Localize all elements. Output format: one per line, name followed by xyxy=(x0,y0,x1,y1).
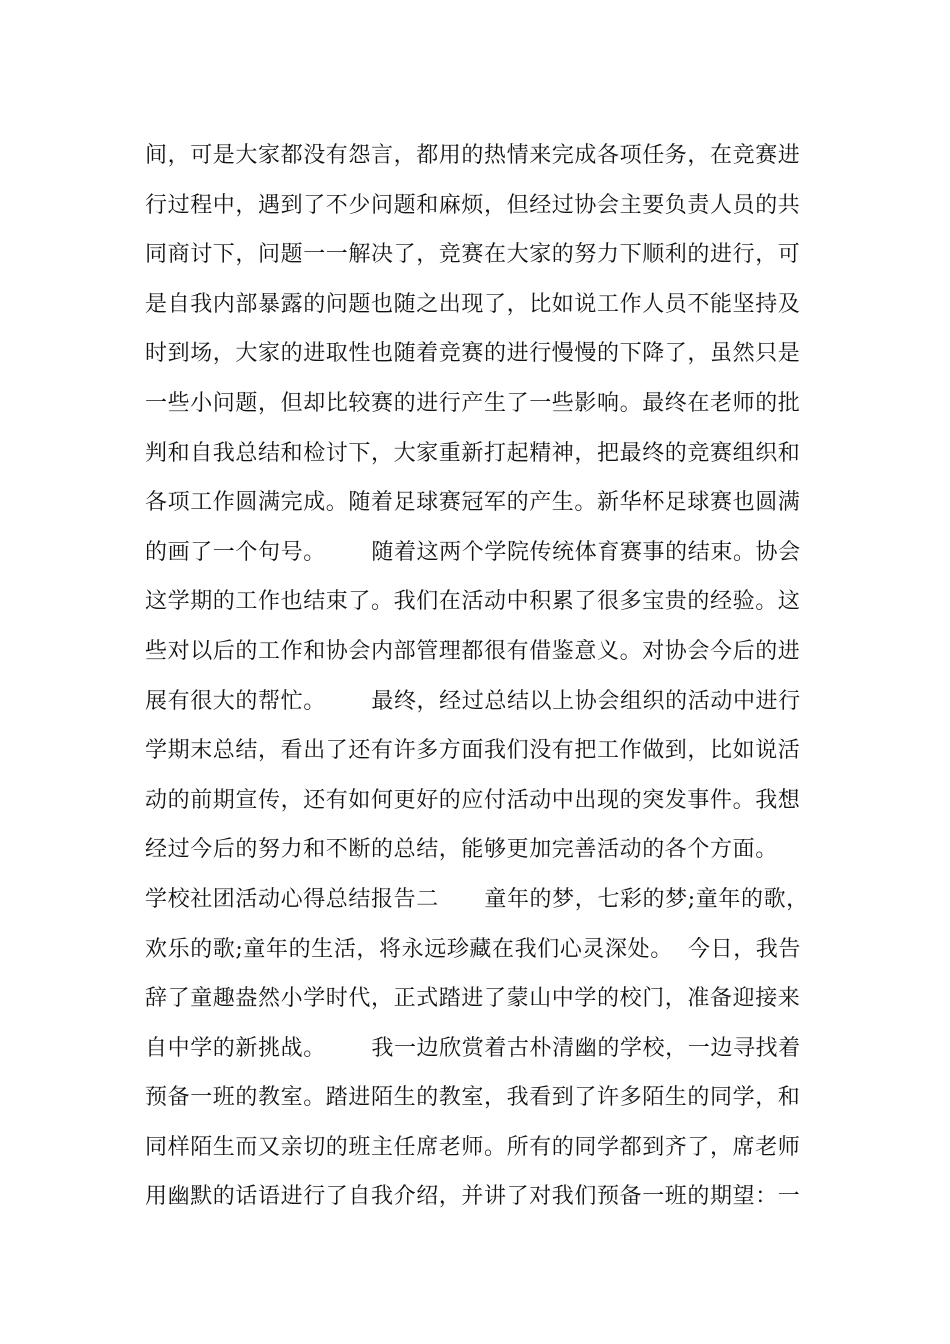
text-line: 是自我内部暴露的问题也随之出现了，比如说工作人员不能坚持及 xyxy=(145,291,801,317)
text-line: 同样陌生而又亲切的班主任席老师。所有的同学都到齐了，席老师 xyxy=(145,1134,801,1160)
body-text xyxy=(145,131,825,1222)
text-line: 学期末总结，看出了还有许多方面我们没有把工作做到，比如说活 xyxy=(145,738,801,764)
text-line: 各项工作圆满完成。随着足球赛冠军的产生。新华杯足球赛也圆满 xyxy=(145,490,801,516)
text-line: 行过程中，遇到了不少问题和麻烦，但经过协会主要负责人员的共 xyxy=(145,192,801,218)
text-line: 自中学的新挑战。 我一边欣赏着古朴清幽的学校，一边寻找着 xyxy=(145,1035,801,1061)
text-line: 判和自我总结和检讨下，大家重新打起精神，把最终的竞赛组织和 xyxy=(145,440,801,466)
text-line: 时到场，大家的进取性也随着竞赛的进行慢慢的下降了，虽然只是 xyxy=(145,341,801,367)
text-line: 辞了童趣盎然小学时代，正式踏进了蒙山中学的校门，准备迎接来 xyxy=(145,986,801,1012)
text-line: 欢乐的歌;童年的生活，将永远珍藏在我们心灵深处。 今日，我告 xyxy=(145,936,802,962)
text-line: 学校社团活动心得总结报告二 童年的梦，七彩的梦;童年的歌， xyxy=(145,886,809,912)
text-line: 这学期的工作也结束了。我们在活动中积累了很多宝贵的经验。这 xyxy=(145,589,801,615)
text-line: 间，可是大家都没有怨言，都用的热情来完成各项任务，在竞赛进 xyxy=(145,143,801,168)
text-line: 同商讨下，问题一一解决了，竞赛在大家的努力下顺利的进行，可 xyxy=(145,242,801,268)
text-line: 预备一班的教室。踏进陌生的教室，我看到了许多陌生的同学，和 xyxy=(145,1085,801,1111)
text-line: 动的前期宣传，还有如何更好的应付活动中出现的突发事件。我想 xyxy=(145,787,801,813)
text-line: 经过今后的努力和不断的总结，能够更加完善活动的各个方面。 xyxy=(145,837,778,863)
text-line: 一些小问题，但却比较赛的进行产生了一些影响。最终在老师的批 xyxy=(145,390,801,416)
text-line: 的画了一个句号。 随着这两个学院传统体育赛事的结束。协会 xyxy=(145,539,801,565)
text-line: 些对以后的工作和协会内部管理都很有借鉴意义。对协会今后的进 xyxy=(145,638,801,664)
text-line: 用幽默的话语进行了自我介绍，并讲了对我们预备一班的期望：一 xyxy=(145,1184,801,1210)
text-line: 展有很大的帮忙。 最终，经过总结以上协会组织的活动中进行 xyxy=(145,688,801,714)
